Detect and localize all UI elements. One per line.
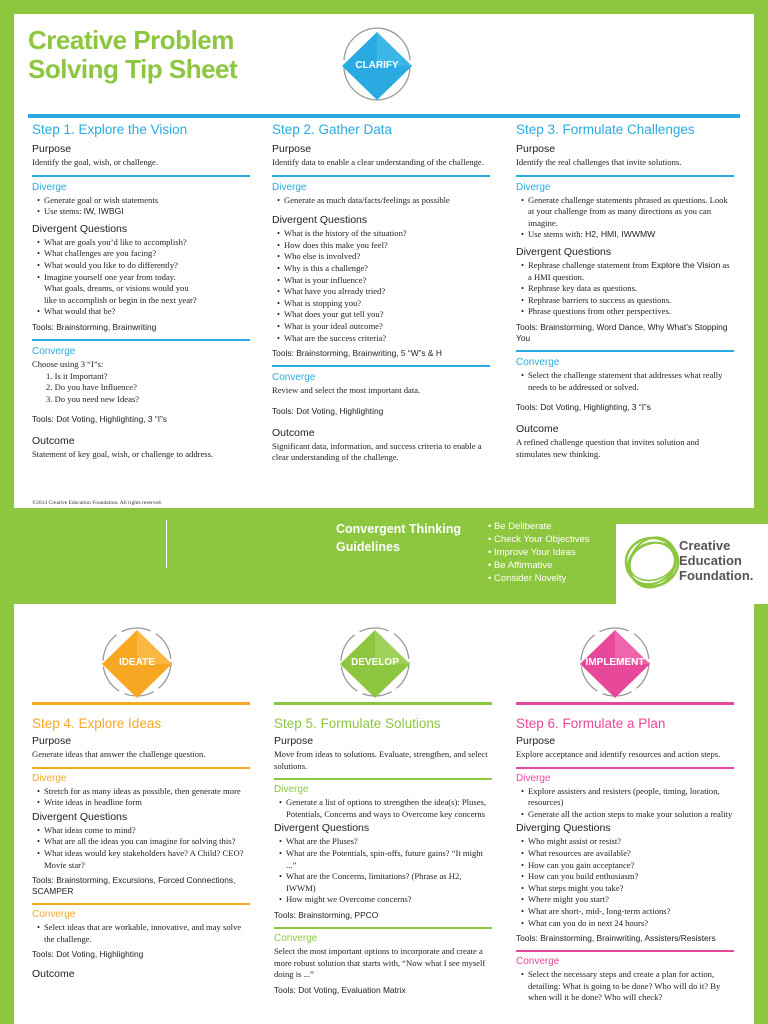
stems-bold: H2, HMI, IWWMW (585, 229, 656, 240)
step4-dq-list (32, 825, 250, 871)
list-item: • What are short-, mid-, long-term actions? (528, 906, 734, 918)
step4-purpose: Generate ideas that answer the challenge question. (32, 749, 206, 759)
step4-converge-heading: Converge (32, 909, 76, 921)
step1-tools-2: Tools: Dot Voting, Highlighting, 3 “I”s (32, 414, 167, 425)
step6-purpose-heading: Purpose (516, 735, 556, 747)
step3-rule-2 (516, 350, 734, 352)
foundation-logo (616, 524, 768, 604)
band-title (336, 520, 461, 556)
step6-column (516, 716, 734, 1004)
step6-dq-list (516, 836, 734, 929)
ideate-label: IDEATE (119, 657, 155, 668)
list-item: • What is your influence? (284, 275, 490, 287)
list-item: • What does your gut tell you? (284, 309, 490, 321)
title-line-2: Solving Tip Sheet (28, 54, 238, 84)
step5-converge-heading: Converge (274, 932, 318, 944)
step5-diverge-heading: Diverge (274, 784, 309, 796)
top-divider (28, 114, 740, 118)
list-item: • Rephrase barriers to success as questions. (528, 295, 734, 307)
step5-purpose: Move from ideas to solutions. Evaluate, strengthen, and select solutions. (274, 749, 488, 771)
logo-line-1: Creative (679, 538, 731, 553)
step3-converge-list (516, 370, 734, 393)
step1-title: Step 1. Explore the Vision (32, 122, 188, 137)
explore-vision-bold: Explore the Vision (651, 259, 721, 270)
step1-tools: Tools: Brainstorming, Brainwriting (32, 321, 157, 332)
list-item: • Why is this a challenge? (284, 263, 490, 275)
list-item: 3. Do you need new Ideas? (46, 393, 140, 404)
step4-rule-2 (32, 903, 250, 905)
step1-outcome-heading: Outcome (32, 435, 75, 448)
guideline-item: • Consider Novelty (488, 572, 590, 585)
step3-diverge-list (516, 195, 734, 241)
list-item: • What have you already tried? (284, 286, 490, 298)
list-item-text: Rephrase challenge statement from (528, 259, 652, 270)
step4-rule (32, 767, 250, 769)
step3-purpose-heading: Purpose (516, 143, 556, 155)
list-item (44, 272, 250, 307)
list-item: • What would that be? (44, 306, 250, 318)
guideline-item: • Be Affirmative (488, 559, 590, 572)
develop-label: DEVELOP (351, 657, 399, 668)
step2-rule (272, 175, 490, 177)
step2-purpose: Identify data to enable a clear understanding of the challenge. (272, 157, 484, 167)
list-item: • What are the success criteria? (284, 333, 490, 345)
step4-purpose-heading: Purpose (32, 735, 72, 747)
list-item-text: Use stems: (44, 206, 84, 217)
step2-converge-heading: Converge (272, 372, 316, 384)
list-item: • How can you gain acceptance? (528, 860, 734, 872)
step4-dq-heading: Divergent Questions (32, 810, 128, 823)
list-item: • Write ideas in headline form (44, 797, 250, 809)
step4-tools-2: Tools: Dot Voting, Highlighting (32, 949, 144, 960)
step5-dq-list (274, 836, 492, 906)
list-item (528, 229, 734, 241)
step6-rule (516, 767, 734, 769)
list-item: • Rephrase key data as questions. (528, 283, 734, 295)
step5-dq-heading: Divergent Questions (274, 822, 370, 835)
list-item: • Who might assist or resist? (528, 836, 734, 848)
guideline-item: • Be Deliberate (488, 520, 590, 533)
list-item: • Generate challenge statements phrased as questions. Look at your challenge from as many directions as you can imagine. (528, 195, 734, 230)
band-title-line-1: Convergent Thinking (336, 522, 461, 536)
step1-outcome: Statement of key goal, wish, or challenge to address. (32, 449, 214, 460)
list-item: • What can you do in next 24 hours? (528, 918, 734, 930)
clarify-diamond (332, 20, 422, 108)
list-item: • What is your ideal outcome? (284, 321, 490, 333)
list-item: 1. Is it Important? (46, 370, 108, 381)
list-item: • Select the challenge statement that addresses what really needs to be addressed or solved. (528, 370, 734, 393)
step2-column (272, 122, 490, 464)
step1-purpose-heading: Purpose (32, 143, 72, 155)
step2-purpose-heading: Purpose (272, 143, 312, 155)
step1-diverge-list (32, 195, 250, 218)
logo-text (679, 538, 753, 583)
step5-tools-2: Tools: Dot Voting, Evaluation Matrix (274, 984, 406, 995)
list-item: • What ideas would key stakeholders have? A Child? CEO? Movie star? (44, 848, 250, 871)
step3-purpose: Identify the real challenges that invite solutions. (516, 157, 682, 167)
list-item: • Select ideas that are workable, innovative, and may solve the challenge. (44, 922, 250, 945)
step2-dq-heading: Divergent Questions (272, 214, 368, 227)
step3-tools: Tools: Brainstorming, Word Dance, Why What’s Stopping You (516, 321, 728, 343)
step2-tools-2: Tools: Dot Voting, Highlighting (272, 405, 384, 416)
step4-diverge-list (32, 786, 250, 809)
implement-diamond (570, 618, 660, 706)
step1-rule (32, 175, 250, 177)
page-title (28, 26, 237, 84)
logo-line-2: Education (679, 553, 742, 568)
step5-title: Step 5. Formulate Solutions (274, 716, 441, 731)
ideate-diamond (92, 618, 182, 706)
step2-outcome: Significant data, information, and success criteria to enable a clear understanding of the challenge. (272, 440, 482, 463)
list-item (528, 260, 734, 283)
step5-topline (274, 702, 492, 705)
step3-dq-list (516, 260, 734, 318)
step2-converge: Review and select the most important data. (272, 385, 421, 396)
clarify-label: CLARIFY (355, 60, 399, 71)
step6-rule-2 (516, 950, 734, 952)
step6-title: Step 6. Formulate a Plan (516, 716, 666, 731)
step6-converge-list (516, 969, 734, 1004)
list-item: • Generate as much data/facts/feelings as possible (284, 195, 490, 207)
step2-tools: Tools: Brainstorming, Brainwriting, 5 “W”s & H (272, 348, 442, 359)
logo-line-3: Foundation. (679, 568, 754, 583)
step6-diverge-heading: Diverge (516, 772, 551, 784)
list-item: • Where might you start? (528, 894, 734, 906)
guideline-item: • Check Your Objectives (488, 533, 590, 546)
list-item: • Generate a list of options to strengthen the idea(s): Pluses, Potentials, Concerns and ways to Overcome key concerns (286, 797, 492, 820)
step4-diverge-heading: Diverge (32, 772, 67, 784)
step5-column (274, 716, 492, 999)
step5-rule-2 (274, 927, 492, 929)
step6-topline (516, 702, 734, 705)
list-item: • How can you build enthusiasm? (528, 871, 734, 883)
bottom-page (14, 604, 754, 1024)
step4-column (32, 716, 250, 982)
step1-converge-heading: Converge (32, 345, 76, 357)
list-item: • Stretch for as many ideas as possible, then generate more (44, 786, 250, 798)
list-item: • Who else is involved? (284, 251, 490, 263)
step2-title: Step 2. Gather Data (272, 122, 393, 137)
top-page (14, 14, 754, 508)
band-title-line-2: Guidelines (336, 540, 400, 554)
list-item: 2. Do you have Influence? (46, 382, 137, 393)
list-item: • Generate goal or wish statements (44, 195, 250, 207)
step5-rule (274, 778, 492, 780)
step2-diverge-heading: Diverge (272, 181, 307, 193)
step3-outcome: A refined challenge question that invites solution and stimulates new thinking. (516, 437, 700, 459)
step2-outcome-heading: Outcome (272, 426, 315, 439)
list-item: • What are all the ideas you can imagine for solving this? (44, 836, 250, 848)
list-item: • What are the Concerns, limitations? (Phrase as H2, IWWM) (286, 871, 492, 894)
step6-tools: Tools: Brainstorming, Brainwriting, Assisters/Resisters (516, 933, 716, 944)
step1-dq-heading: Divergent Questions (32, 222, 128, 235)
step1-rule-2 (32, 339, 250, 341)
step5-diverge-list (274, 797, 492, 820)
step4-topline (32, 702, 250, 705)
list-item: • Select the necessary steps and create a plan for action, detailing: What is going to be done? Who will do it? By when will it be done? Who will check? (528, 969, 734, 1004)
list-item: • What is stopping you? (284, 298, 490, 310)
list-item: • What are the Pluses? (286, 836, 492, 848)
guidelines-list (488, 520, 590, 585)
step4-tools: Tools: Brainstorming, Excursions, Forced Connections, SCAMPER (32, 875, 236, 897)
step1-converge-list (32, 371, 250, 406)
list-item (44, 206, 250, 218)
list-item-text: What goals, dreams, or visions would you (44, 283, 189, 294)
step5-converge: Select the most important options to incorporate and create a more robust solution that starts with, “Now what I see myself doing is ...” (274, 945, 486, 980)
step3-outcome-heading: Outcome (516, 423, 559, 436)
step5-purpose-heading: Purpose (274, 735, 314, 747)
step4-title: Step 4. Explore Ideas (32, 716, 162, 731)
step2-diverge-list (272, 195, 490, 207)
step3-dq-heading: Divergent Questions (516, 245, 612, 258)
list-item: • What resources are available? (528, 848, 734, 860)
step6-dq-heading: Diverging Questions (516, 822, 611, 835)
step1-purpose: Identify the goal, wish, or challenge. (32, 157, 159, 167)
circle-logo-icon (622, 532, 682, 592)
step1-diverge-heading: Diverge (32, 181, 67, 193)
step1-converge-intro: Choose using 3 “I”s: (32, 358, 104, 369)
title-line-1: Creative Problem (28, 25, 234, 55)
stems-bold: IW, IWBGI (83, 206, 124, 217)
step3-rule (516, 175, 734, 177)
implement-label: IMPLEMENT (585, 657, 645, 668)
list-item: • What ideas come to mind? (44, 825, 250, 837)
list-item: • What are the Potentials, spin-offs, future gains? “It might ...” (286, 848, 492, 871)
develop-diamond (330, 618, 420, 706)
list-item: • What steps might you take? (528, 883, 734, 895)
list-item: • What is the history of the situation? (284, 228, 490, 240)
copyright: ©2014 Creative Education Foundation. All rights reserved. (32, 500, 163, 506)
step6-converge-heading: Converge (516, 956, 560, 968)
step2-rule-2 (272, 365, 490, 367)
step6-purpose: Explore acceptance and identify resources and action steps. (516, 749, 721, 759)
list-item: • How might we Overcome concerns? (286, 894, 492, 906)
step3-column (516, 122, 734, 460)
list-item-text: Imagine yourself one year from today. (44, 271, 176, 282)
list-item: • What challenges are you facing? (44, 248, 250, 260)
list-item: • Generate all the action steps to make your solution a reality (528, 809, 734, 821)
step3-diverge-heading: Diverge (516, 181, 551, 193)
step4-converge-list (32, 922, 250, 945)
step6-diverge-list (516, 786, 734, 821)
step4-outcome-heading: Outcome (32, 968, 75, 981)
step3-title: Step 3. Formulate Challenges (516, 122, 695, 137)
list-item: • What would you like to do differently? (44, 260, 250, 272)
list-item: • Explore assisters and resisters (people, timing, location, resources) (528, 786, 734, 809)
band-divider (166, 520, 167, 568)
step2-dq-list (272, 228, 490, 344)
guideline-item: • Improve Your Ideas (488, 546, 590, 559)
step3-tools-2: Tools: Dot Voting, Highlighting, 3 “I”s (516, 402, 651, 413)
step3-converge-heading: Converge (516, 356, 560, 368)
list-item-text: as a HMI question. (528, 259, 730, 282)
list-item: • How does this make you feel? (284, 240, 490, 252)
list-item-text: like to accomplish or begin in the next year? (44, 294, 197, 305)
list-item-text: Use stems with: (528, 229, 586, 240)
step1-dq-list (32, 237, 250, 318)
list-item: • What are goals you’d like to accomplish? (44, 237, 250, 249)
step1-column (32, 122, 250, 461)
list-item: • Phrase questions from other perspectives. (528, 306, 734, 318)
step5-tools: Tools: Brainstorming, PPCO (274, 909, 379, 920)
